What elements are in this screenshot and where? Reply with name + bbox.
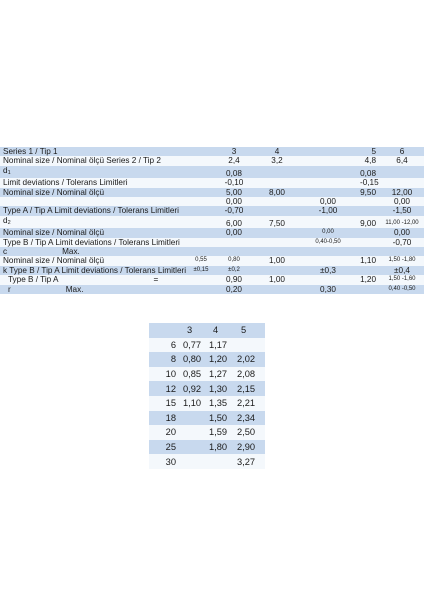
spec-cell <box>256 178 298 187</box>
spec-cell <box>190 285 212 294</box>
spec-cell <box>190 206 212 215</box>
spec-cell: ±0,15 <box>190 266 212 275</box>
spec-cell <box>358 228 380 237</box>
dimensions-table-body <box>149 323 265 469</box>
spec-cell <box>298 256 358 265</box>
spec-cell <box>298 188 358 197</box>
dims-row-key: 6 <box>149 338 181 353</box>
spec-cell: 2,4 <box>212 156 256 165</box>
dims-cell: 3,27 <box>235 454 265 469</box>
spec-label-text: Limit deviations / Tolerans Limitleri <box>3 178 128 188</box>
spec-cell <box>190 275 212 284</box>
spec-row-label <box>0 206 190 215</box>
spec-cell <box>190 178 212 187</box>
spec-cell: 1,10 <box>358 256 380 265</box>
spec-cell <box>256 206 298 215</box>
spec-cell: 0,30 <box>298 285 358 294</box>
spec-cell: ±0,2 <box>212 266 256 275</box>
spec-row-label <box>0 285 190 294</box>
dims-cell <box>181 454 207 469</box>
spec-cell <box>358 285 380 294</box>
spec-cell: 0,90 <box>212 275 256 284</box>
dims-row-key: 30 <box>149 454 181 469</box>
dims-row <box>149 440 265 455</box>
specification-table <box>0 147 424 294</box>
spec-cell: -0,70 <box>380 238 424 247</box>
dims-cell: 1,59 <box>207 425 235 440</box>
spec-cell <box>190 147 212 156</box>
spec-row <box>0 147 424 156</box>
spec-cell <box>298 178 358 187</box>
dims-row <box>149 338 265 353</box>
spec-cell: 0,00 <box>298 197 358 206</box>
spec-cell: 5,00 <box>212 188 256 197</box>
dims-cell: 1,17 <box>207 338 235 353</box>
spec-label-extra: Max. <box>65 284 84 294</box>
spec-cell <box>358 247 380 256</box>
spec-cell: 7,50 <box>256 216 298 228</box>
spec-label-extra: Max. <box>62 247 80 257</box>
spec-label-text: k Type B / Tip A Limit deviations / Tolerans Limitleri <box>3 265 187 275</box>
spec-cell <box>298 216 358 228</box>
dimensions-table <box>149 323 265 469</box>
spec-row <box>0 266 424 275</box>
spec-cell: 4,8 <box>358 156 380 165</box>
spec-cell: 6 <box>380 147 424 156</box>
spec-cell <box>380 247 424 256</box>
spec-cell: 8,00 <box>256 188 298 197</box>
dims-row-key: 15 <box>149 396 181 411</box>
spec-cell: 0,20 <box>212 285 256 294</box>
dims-cell: 2,08 <box>235 367 265 382</box>
dims-cell: 1,80 <box>207 440 235 455</box>
spec-cell <box>256 285 298 294</box>
spec-row-label <box>0 266 190 275</box>
spec-row <box>0 166 424 178</box>
spec-label-text: d <box>3 165 8 175</box>
spec-row-label <box>0 197 190 206</box>
dims-row-key: 12 <box>149 381 181 396</box>
dims-cell: 1,10 <box>181 396 207 411</box>
spec-row <box>0 156 424 165</box>
dims-header-row <box>149 323 265 338</box>
spec-row-label <box>0 275 190 284</box>
spec-cell: 0,00 <box>380 197 424 206</box>
spec-row <box>0 285 424 294</box>
dims-cell: 2,50 <box>235 425 265 440</box>
spec-cell: 9,00 <box>358 216 380 228</box>
spec-cell <box>256 247 298 256</box>
spec-label-text: Type A / Tip A Limit deviations / Tolerans Limitleri <box>3 206 179 216</box>
spec-cell: 0,55 <box>190 256 212 265</box>
dims-row <box>149 381 265 396</box>
spec-cell <box>190 228 212 237</box>
spec-cell: ±0,4 <box>380 266 424 275</box>
dims-cell <box>181 411 207 426</box>
spec-label-subscript: 1 <box>7 169 11 176</box>
spec-label-text: Nominal size / Nominal ölçü Series 2 / Tip 2 <box>3 156 161 166</box>
dims-row <box>149 352 265 367</box>
spec-label-text: Nominal size / Nominal ölçü <box>3 228 105 238</box>
dims-cell: 2,15 <box>235 381 265 396</box>
spec-cell <box>190 216 212 228</box>
spec-cell: 9,50 <box>358 188 380 197</box>
dims-cell: 2,21 <box>235 396 265 411</box>
spec-cell <box>256 238 298 247</box>
spec-row-label <box>0 247 190 256</box>
spec-cell <box>256 266 298 275</box>
dims-row <box>149 367 265 382</box>
spec-row-label <box>0 238 190 247</box>
spec-row-label <box>0 156 190 165</box>
spec-row-label <box>0 166 190 178</box>
spec-row-label <box>0 178 190 187</box>
spec-cell: 0,08 <box>212 166 256 178</box>
dims-cell: 1,50 <box>207 411 235 426</box>
dims-row <box>149 396 265 411</box>
dims-cell <box>235 338 265 353</box>
spec-cell <box>212 247 256 256</box>
spec-cell <box>358 197 380 206</box>
dims-header-cell: 4 <box>207 323 235 338</box>
spec-row <box>0 256 424 265</box>
spec-cell <box>190 238 212 247</box>
spec-cell <box>380 178 424 187</box>
spec-cell: 11,00 -12,00 <box>380 216 424 228</box>
spec-cell: 1,50 -1,80 <box>380 256 424 265</box>
dims-header-cell: 5 <box>235 323 265 338</box>
spec-cell <box>256 197 298 206</box>
spec-cell: 6,00 <box>212 216 256 228</box>
spec-row <box>0 216 424 228</box>
dims-row-key: 25 <box>149 440 181 455</box>
spec-label-subscript: 2 <box>7 219 11 226</box>
spec-cell: 3 <box>212 147 256 156</box>
spec-cell: -0,15 <box>360 178 379 188</box>
dims-cell <box>207 454 235 469</box>
spec-cell: -0,10 <box>212 178 256 187</box>
spec-label-text: Nominal size / Nominal ölçü <box>3 187 105 197</box>
spec-cell: 6,4 <box>380 156 424 165</box>
spec-cell <box>298 147 358 156</box>
spec-cell: ±0,3 <box>298 266 358 275</box>
dims-row-key: 18 <box>149 411 181 426</box>
dims-cell: 0,85 <box>181 367 207 382</box>
spec-label-text: Series 1 / Tip 1 <box>3 147 58 156</box>
dims-header-cell <box>149 323 181 338</box>
spec-cell: 0,00 <box>212 228 256 237</box>
spec-cell <box>190 247 212 256</box>
spec-row-label <box>0 216 190 228</box>
spec-cell: 0,40 -0,50 <box>380 285 424 294</box>
dims-row <box>149 425 265 440</box>
spec-cell <box>256 166 298 178</box>
spec-cell <box>358 266 380 275</box>
specification-table-body <box>0 147 424 294</box>
spec-cell <box>190 156 212 165</box>
spec-cell <box>190 166 212 178</box>
spec-row <box>0 247 424 256</box>
dims-cell: 1,30 <box>207 381 235 396</box>
spec-cell <box>256 228 298 237</box>
spec-row <box>0 228 424 237</box>
dims-cell: 0,92 <box>181 381 207 396</box>
spec-cell: 1,50 -1,60 <box>380 275 424 284</box>
spec-row-label <box>0 256 190 265</box>
spec-cell: 0,40-0,50 <box>298 238 358 247</box>
spec-row <box>0 178 424 187</box>
dims-row-key: 20 <box>149 425 181 440</box>
spec-cell: -1,00 <box>298 206 358 215</box>
spec-cell <box>190 197 212 206</box>
spec-cell <box>358 238 380 247</box>
spec-cell <box>298 275 358 284</box>
spec-cell: 12,00 <box>380 188 424 197</box>
dims-cell <box>181 440 207 455</box>
spec-cell <box>298 166 358 178</box>
spec-cell: 0,80 <box>212 256 256 265</box>
spec-cell: 0,00 <box>212 197 256 206</box>
dims-cell: 2,90 <box>235 440 265 455</box>
spec-cell <box>298 156 358 165</box>
dims-cell: 0,77 <box>181 338 207 353</box>
spec-label-text: c <box>3 247 8 257</box>
spec-cell: 0,00 <box>380 228 424 237</box>
spec-label-text: r <box>8 284 11 294</box>
spec-row-label <box>0 147 190 156</box>
spec-cell: 1,00 <box>256 275 298 284</box>
spec-cell: 4 <box>256 147 298 156</box>
spec-row <box>0 188 424 197</box>
spec-row <box>0 206 424 215</box>
dims-cell: 1,35 <box>207 396 235 411</box>
spec-cell: 0,08 <box>358 166 380 178</box>
spec-cell <box>380 166 424 178</box>
spec-row <box>0 275 424 284</box>
spec-row-label <box>0 228 190 237</box>
spec-row-label <box>0 188 190 197</box>
dims-header-cell: 3 <box>181 323 207 338</box>
spec-label-text: d <box>3 215 8 225</box>
spec-cell <box>190 188 212 197</box>
spec-cell: 3,2 <box>256 156 298 165</box>
spec-label-text: Type B / Tip A Limit deviations / Tolerans Limitleri <box>3 237 180 247</box>
dims-cell <box>181 425 207 440</box>
dims-cell: 0,80 <box>181 352 207 367</box>
spec-row <box>0 197 424 206</box>
spec-label-text: Type B / Tip A <box>8 275 59 285</box>
spec-cell <box>212 238 256 247</box>
dims-row-key: 10 <box>149 367 181 382</box>
spec-cell: 5 <box>358 147 380 156</box>
spec-cell <box>358 206 380 215</box>
spec-label-extra: = <box>153 275 159 285</box>
spec-label-text: Nominal size / Nominal ölçü <box>3 256 105 266</box>
dims-cell: 2,02 <box>235 352 265 367</box>
spec-cell: 1,20 <box>358 275 380 284</box>
dims-row <box>149 411 265 426</box>
spec-cell <box>298 247 358 256</box>
spec-cell: -0,70 <box>212 206 256 215</box>
dims-row-key: 8 <box>149 352 181 367</box>
spec-cell: -1,50 <box>380 206 424 215</box>
dims-cell: 1,27 <box>207 367 235 382</box>
dims-row <box>149 454 265 469</box>
spec-cell: 0,00 <box>298 228 358 237</box>
spec-row <box>0 238 424 247</box>
dims-cell: 2,34 <box>235 411 265 426</box>
spec-cell: 1,00 <box>256 256 298 265</box>
dims-cell: 1,20 <box>207 352 235 367</box>
